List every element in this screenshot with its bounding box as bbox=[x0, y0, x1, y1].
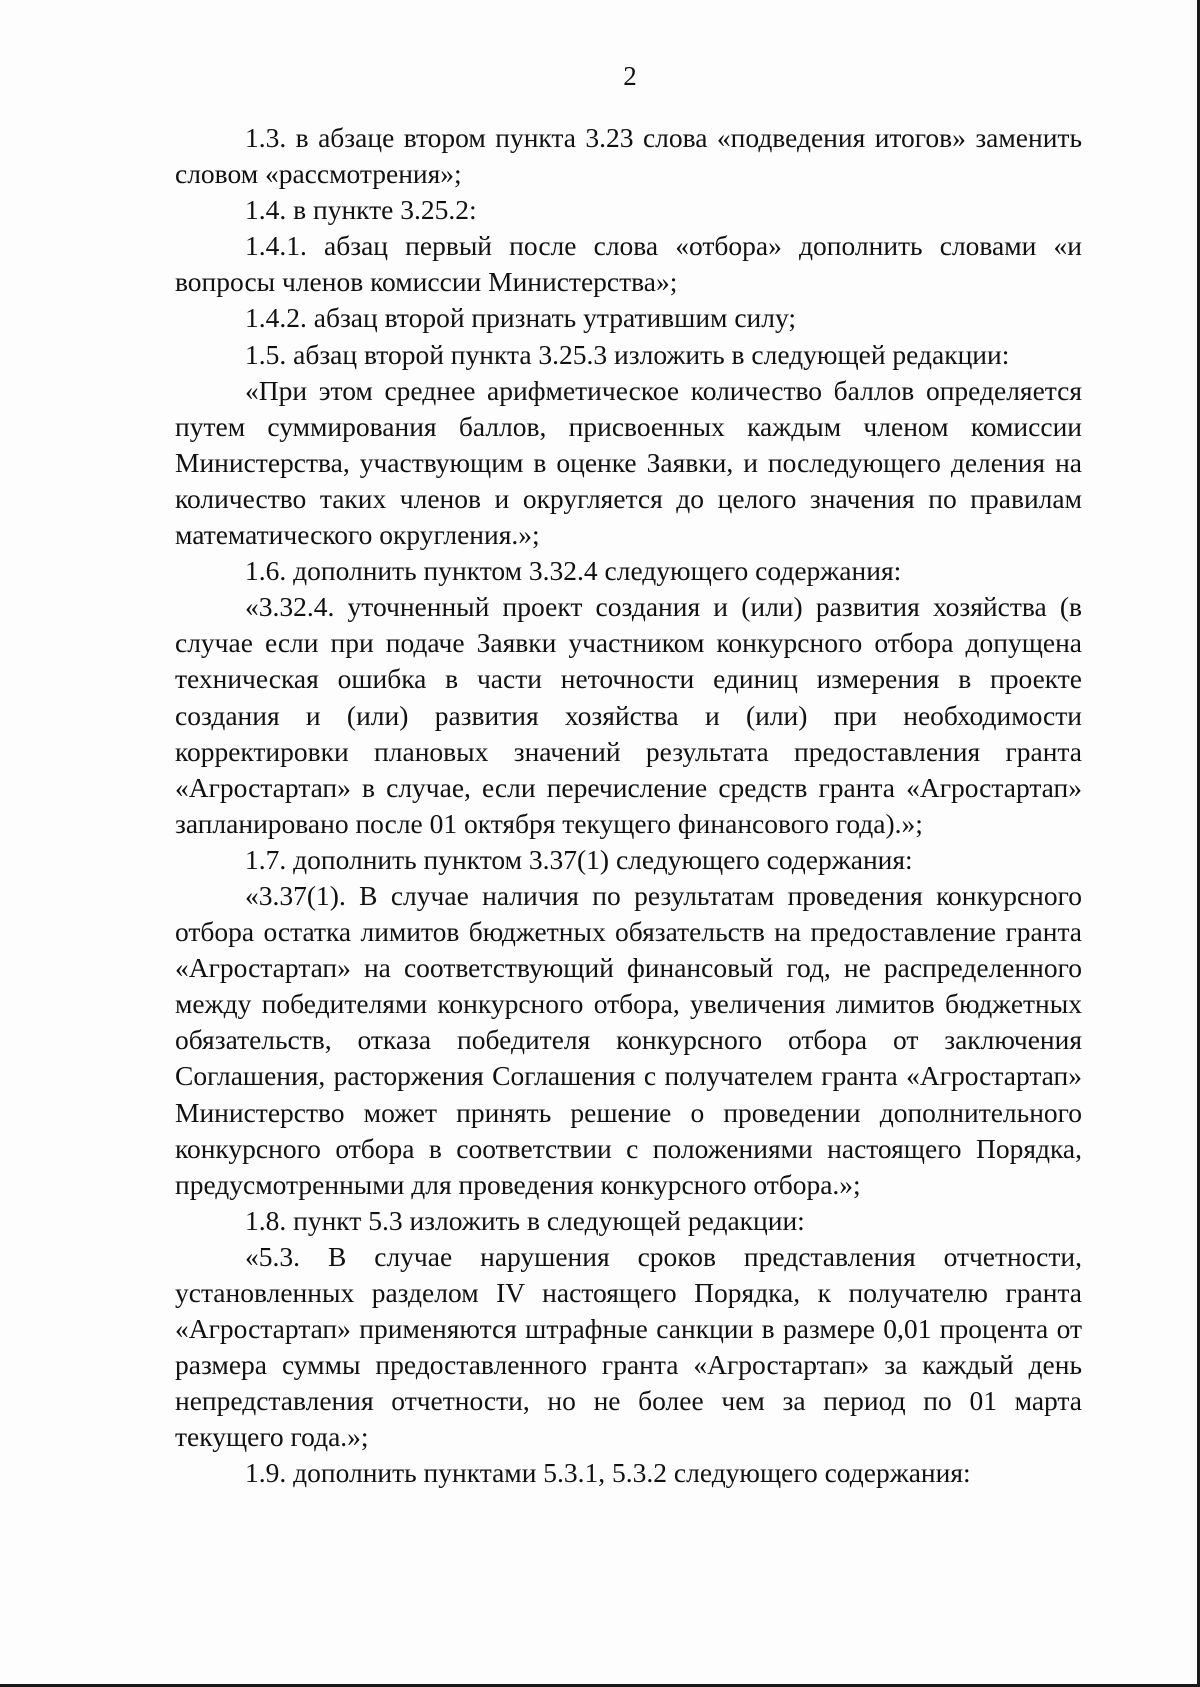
paragraph-1-4-2: 1.4.2. абзац второй признать утратившим силу; bbox=[245, 302, 797, 334]
paragraph-1-9: 1.9. дополнить пунктами 5.3.1, 5.3.2 следующего содержания: bbox=[245, 1457, 971, 1489]
paragraph-quote-5-3: «5.3. В случае нарушения сроков представления отчетности, установленных разделом IV настоящего Порядка, к получателю гранта «Агростартап» применяются штрафные санкции в размере 0,01 процента от размера суммы предоставленного гранта «Агростартап» за каждый день непредставления отчетности, но не более чем за период по 01 марта текущего года.»; bbox=[175, 1240, 1082, 1453]
paragraph-1-3: 1.3. в абзаце втором пункта 3.23 слова «подведения итогов» заменить словом «рассмотрения»; bbox=[175, 122, 1082, 190]
paragraph-1-4-1: 1.4.1. абзац первый после слова «отбора» дополнить словами «и вопросы членов комиссии Министерства»; bbox=[175, 230, 1082, 298]
paragraph-quote-3-25-3: «При этом среднее арифметическое количество баллов определяется путем суммирования баллов, присвоенных каждым членом комиссии Министерства, участвующим в оценке Заявки, и последующего деления на количество таких членов и округляется до целого значения по правилам математического округления.»; bbox=[175, 374, 1082, 551]
paragraph-quote-3-32-4: «3.32.4. уточненный проект создания и (или) развития хозяйства (в случае если при подаче Заявки участником конкурсного отбора допущена техническая ошибка в части неточности единиц измерения в проекте создания и (или) развития хозяйства и (или) при необходимости корректировки плановых значений результата предоставления гранта «Агростартап» в случае, если перечисление средств гранта «Агростартап» запланировано после 01 октября текущего финансового года).»; bbox=[175, 591, 1082, 839]
paragraph-1-8: 1.8. пункт 5.3 изложить в следующей редакции: bbox=[245, 1204, 805, 1236]
paragraph-1-6: 1.6. дополнить пунктом 3.32.4 следующего содержания: bbox=[245, 555, 902, 587]
paragraph-1-7: 1.7. дополнить пунктом 3.37(1) следующего содержания: bbox=[245, 843, 913, 875]
page-number: 2 bbox=[623, 61, 637, 91]
document-body bbox=[175, 120, 1082, 1492]
paragraph-1-5: 1.5. абзац второй пункта 3.25.3 изложить в следующей редакции: bbox=[245, 338, 1010, 370]
paragraph-quote-3-37-1: «3.37(1). В случае наличия по результатам проведения конкурсного отбора остатка лимитов бюджетных обязательств на предоставление гранта «Агростартап» на соответствующий финансовый год, не распределенного между победителями конкурсного отбора, увеличения лимитов бюджетных обязательств, отказа победителя конкурсного отбора от заключения Соглашения, расторжения Соглашения с получателем гранта «Агростартап» Министерство может принять решение о проведении дополнительного конкурсного отбора в соответствии с положениями настоящего Порядка, предусмотренными для проведения конкурсного отбора.»; bbox=[175, 879, 1082, 1200]
paragraph-1-4: 1.4. в пункте 3.25.2: bbox=[245, 194, 477, 226]
